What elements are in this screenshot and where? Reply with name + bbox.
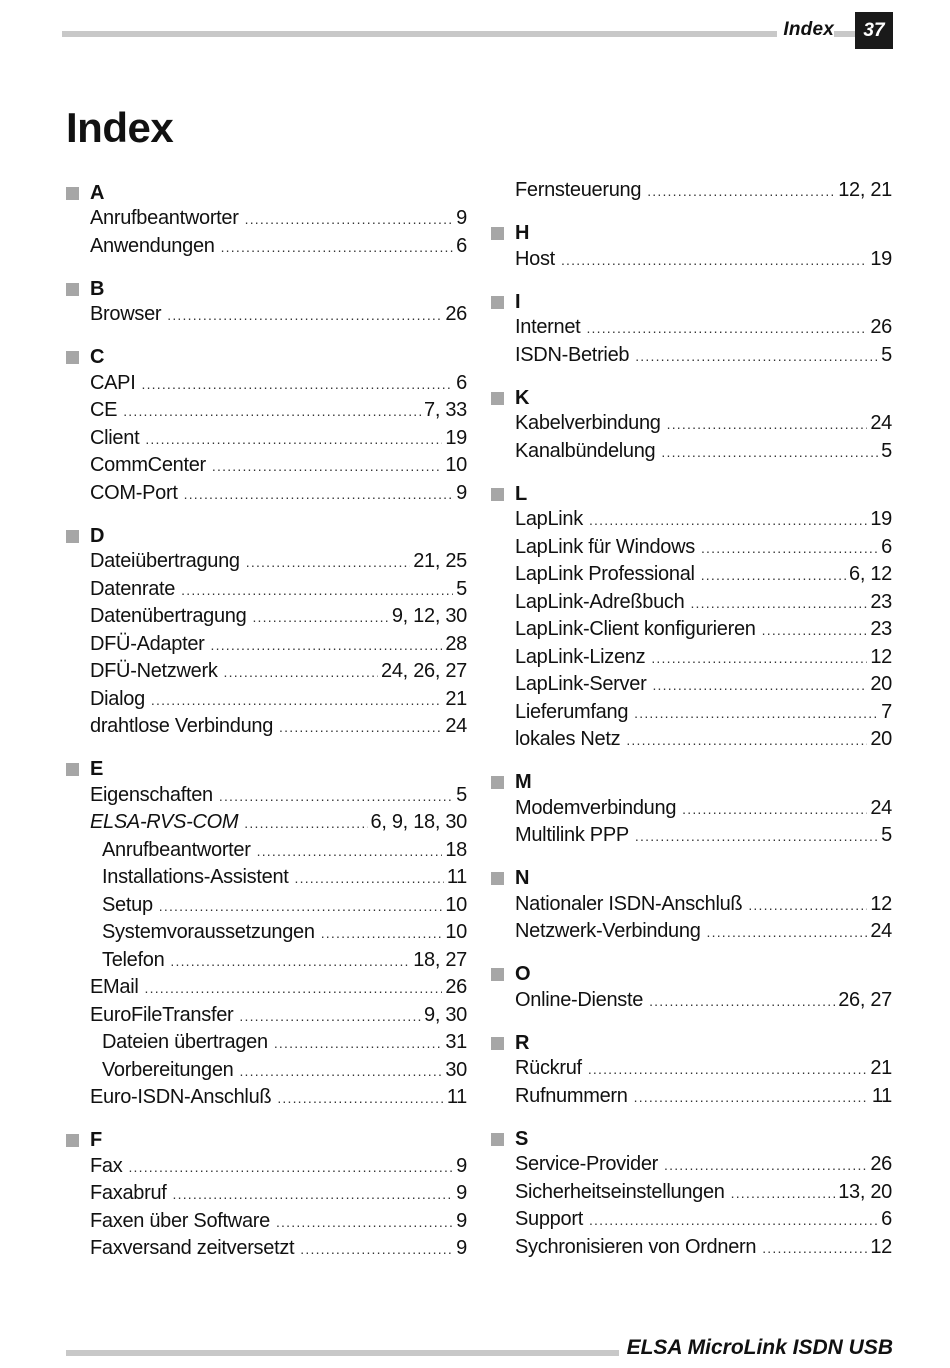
dot-leader: [652, 677, 867, 693]
entry-page-numbers: 7, 33: [424, 399, 467, 421]
entry-page-numbers: 19: [870, 508, 892, 530]
section-heading: [66, 522, 467, 550]
index-subentry: [66, 1059, 467, 1087]
entry-term: Setup: [102, 893, 153, 916]
entry-term: Host: [515, 247, 555, 270]
entry-term: Systemvoraussetzungen: [102, 921, 315, 943]
section-heading: [491, 384, 892, 412]
entry-term: Service-Provider: [515, 1153, 659, 1175]
dot-leader: [257, 843, 443, 859]
entry-term: Anwendungen: [90, 234, 215, 257]
entry-page-numbers: 24, 26, 27: [381, 660, 467, 682]
index-entry: [66, 784, 467, 812]
dot-leader: [274, 1035, 443, 1051]
section-heading: [491, 480, 892, 508]
footer-rule: [66, 1350, 666, 1356]
dot-leader: [221, 239, 454, 255]
square-bullet-icon: [491, 296, 504, 309]
index-entry: [491, 824, 892, 852]
entry-term: LapLink Professional: [515, 563, 695, 585]
index-section: [491, 179, 892, 207]
entry-page-numbers: 6: [881, 535, 892, 558]
dot-leader: [635, 828, 878, 844]
entry-page-numbers: 21: [445, 687, 467, 710]
dot-leader: [145, 980, 443, 996]
entry-page-numbers: 21: [870, 1057, 892, 1079]
entry-page-numbers: 5: [881, 439, 892, 462]
entry-term: Online-Dienste: [515, 988, 644, 1011]
index-entry: [491, 536, 892, 564]
section-letter: E: [90, 758, 104, 780]
index-entry: [66, 1210, 467, 1238]
dot-leader: [647, 183, 835, 199]
entry-term: CE: [90, 399, 118, 421]
entry-page-numbers: 6: [456, 371, 467, 394]
entry-term: Dateiübertragung: [90, 550, 240, 572]
index-entry: [66, 372, 467, 400]
index-section: [491, 480, 892, 756]
entry-term: Lieferumfang: [515, 700, 629, 723]
entry-page-numbers: 24: [870, 920, 892, 942]
entry-page-numbers: 9: [456, 1237, 467, 1259]
entry-term: Datenübertragung: [90, 605, 247, 627]
entry-page-numbers: 6, 9, 18, 30: [370, 811, 467, 833]
section-letter: F: [90, 1129, 103, 1151]
index-entry: [491, 344, 892, 372]
entry-page-numbers: 11: [446, 866, 467, 888]
index-section: [66, 275, 467, 331]
entry-term: Anrufbeantworter: [102, 838, 251, 861]
entry-page-numbers: 10: [445, 893, 467, 916]
dot-leader: [239, 1063, 442, 1079]
dot-leader: [748, 897, 867, 913]
entry-page-numbers: 5: [881, 343, 892, 366]
dot-leader: [701, 540, 878, 556]
index-subentry: [66, 866, 467, 894]
dot-leader: [635, 348, 878, 364]
index-entry: [66, 578, 467, 606]
dot-leader: [159, 898, 443, 914]
index-entry: [66, 605, 467, 633]
square-bullet-icon: [491, 1037, 504, 1050]
index-entry: [491, 1236, 892, 1264]
index-entry: [491, 893, 892, 921]
dot-leader: [295, 870, 444, 886]
index-entry: [491, 1057, 892, 1085]
square-bullet-icon: [491, 227, 504, 240]
index-entry: [66, 633, 467, 661]
dot-leader: [141, 376, 453, 392]
entry-term: Dateien übertragen: [102, 1031, 268, 1053]
index-entry: [66, 454, 467, 482]
dot-leader: [682, 801, 867, 817]
entry-page-numbers: 26: [870, 316, 892, 338]
entry-term: DFÜ-Netzwerk: [90, 660, 218, 682]
dot-leader: [661, 444, 878, 460]
header-rule: [62, 31, 857, 37]
dot-leader: [239, 1008, 421, 1024]
entry-page-numbers: 9: [456, 1182, 467, 1204]
index-entry: [491, 1181, 892, 1209]
section-heading: [491, 769, 892, 797]
section-letter: R: [515, 1031, 530, 1054]
dot-leader: [219, 788, 453, 804]
index-section: [491, 1125, 892, 1263]
footer-product-name: ELSA MicroLink ISDN USB: [619, 1336, 893, 1360]
dot-leader: [123, 403, 421, 419]
entry-term: LapLink-Lizenz: [515, 645, 646, 668]
dot-leader: [245, 211, 454, 227]
dot-leader: [244, 815, 367, 831]
entry-term: ELSA-RVS-COM: [90, 811, 239, 833]
entry-term: CommCenter: [90, 454, 206, 476]
entry-term: Nationaler ISDN-Anschluß: [515, 892, 743, 915]
dot-leader: [151, 692, 442, 708]
index-entry: [491, 920, 892, 948]
index-entry: [66, 976, 467, 1004]
index-entry: [491, 316, 892, 344]
index-section: [491, 865, 892, 948]
index-entry: [66, 303, 467, 331]
index-entry: [491, 618, 892, 646]
section-heading: [66, 179, 467, 207]
entry-page-numbers: 11: [446, 1086, 467, 1108]
entry-page-numbers: 26: [445, 976, 467, 998]
dot-leader: [589, 1212, 878, 1228]
dot-leader: [731, 1185, 836, 1201]
section-heading: [66, 756, 467, 784]
entry-page-numbers: 6: [881, 1208, 892, 1230]
entry-term: Vorbereitungen: [102, 1058, 234, 1081]
entry-term: Browser: [90, 303, 162, 325]
dot-leader: [626, 732, 867, 748]
index-section: [491, 288, 892, 371]
index-section: [66, 1127, 467, 1265]
entry-term: Rufnummern: [515, 1084, 628, 1107]
entry-page-numbers: 9, 30: [424, 1003, 467, 1026]
index-entry: [66, 1237, 467, 1265]
index-entry: [491, 1208, 892, 1236]
index-entry: [66, 660, 467, 688]
index-column-right: [491, 179, 892, 1276]
index-entry: [491, 412, 892, 440]
dot-leader: [246, 554, 410, 570]
dot-leader: [762, 1240, 867, 1256]
index-section: [66, 179, 467, 262]
entry-page-numbers: 12: [870, 1235, 892, 1258]
index-entry: [491, 728, 892, 756]
entry-page-numbers: 19: [870, 247, 892, 270]
entry-term: LapLink für Windows: [515, 535, 695, 558]
entry-term: Fernsteuerung: [515, 179, 642, 201]
dot-leader: [277, 1090, 444, 1106]
dot-leader: [181, 582, 453, 598]
dot-leader: [561, 252, 867, 268]
entry-page-numbers: 24: [870, 412, 892, 434]
square-bullet-icon: [491, 776, 504, 789]
index-entry: [491, 1085, 892, 1113]
entry-term: lokales Netz: [515, 728, 621, 750]
entry-page-numbers: 26: [445, 303, 467, 325]
index-column-left: [66, 179, 467, 1278]
index-subentry: [66, 921, 467, 949]
entry-term: Faxabruf: [90, 1182, 167, 1204]
entry-term: LapLink-Adreßbuch: [515, 590, 685, 613]
entry-term: Sicherheitseinstellungen: [515, 1180, 725, 1203]
section-letter: B: [90, 277, 105, 300]
index-entry: [491, 701, 892, 729]
dot-leader: [300, 1241, 453, 1257]
dot-leader: [224, 664, 379, 680]
entry-term: Support: [515, 1208, 583, 1230]
index-entry: [66, 1182, 467, 1210]
section-heading: [491, 220, 892, 248]
entry-page-numbers: 21, 25: [413, 550, 467, 572]
index-entry: [66, 715, 467, 743]
entry-page-numbers: 28: [445, 632, 467, 655]
entry-term: Modemverbindung: [515, 796, 677, 819]
square-bullet-icon: [66, 351, 79, 364]
index-entry: [66, 1155, 467, 1183]
entry-term: Multilink PPP: [515, 824, 629, 846]
index-entry: [491, 440, 892, 468]
section-letter: M: [515, 771, 532, 793]
entry-page-numbers: 23: [870, 590, 892, 613]
index-entry: [66, 482, 467, 510]
index-entry: [66, 399, 467, 427]
dot-leader: [649, 993, 835, 1009]
section-letter: C: [90, 346, 105, 368]
index-entry: [491, 508, 892, 536]
dot-leader: [762, 622, 868, 638]
entry-page-numbers: 9: [456, 207, 467, 229]
index-entry: [491, 248, 892, 276]
entry-term: COM-Port: [90, 481, 178, 504]
index-section: [66, 522, 467, 743]
entry-page-numbers: 10: [445, 921, 467, 943]
entry-page-numbers: 20: [870, 673, 892, 695]
section-heading: [66, 344, 467, 372]
section-letter: N: [515, 867, 530, 889]
dot-leader: [184, 486, 454, 502]
index-entry: [66, 207, 467, 235]
square-bullet-icon: [491, 1133, 504, 1146]
dot-leader: [588, 1061, 868, 1077]
section-heading: [491, 288, 892, 316]
index-section: [491, 220, 892, 276]
index-section: [491, 1029, 892, 1112]
index-entry: [66, 811, 467, 839]
entry-term: ISDN-Betrieb: [515, 343, 630, 366]
index-entry: [66, 550, 467, 578]
square-bullet-icon: [66, 1134, 79, 1147]
section-letter: A: [90, 181, 105, 204]
dot-leader: [634, 705, 878, 721]
section-heading: [491, 1125, 892, 1153]
index-entry: [491, 563, 892, 591]
dot-leader: [667, 416, 868, 432]
page-title: Index: [66, 104, 174, 151]
entry-page-numbers: 23: [870, 618, 892, 640]
dot-leader: [128, 1159, 453, 1175]
dot-leader: [211, 637, 443, 653]
entry-term: DFÜ-Adapter: [90, 632, 205, 655]
entry-term: Anrufbeantworter: [90, 207, 239, 229]
entry-page-numbers: 19: [445, 426, 467, 449]
entry-term: Internet: [515, 316, 581, 338]
index-section: [66, 344, 467, 510]
dot-leader: [279, 719, 442, 735]
entry-page-numbers: 12: [870, 892, 892, 915]
section-letter: I: [515, 290, 521, 313]
dot-leader: [252, 609, 388, 625]
entry-page-numbers: 5: [881, 824, 892, 846]
index-subentry: [66, 894, 467, 922]
index-subentry: [66, 1031, 467, 1059]
entry-term: LapLink-Client konfigurieren: [515, 618, 756, 640]
dot-leader: [170, 953, 410, 969]
entry-page-numbers: 5: [456, 783, 467, 806]
dot-leader: [276, 1214, 453, 1230]
entry-page-numbers: 18, 27: [413, 948, 467, 971]
entry-page-numbers: 30: [445, 1058, 467, 1081]
index-section: [66, 756, 467, 1114]
entry-page-numbers: 31: [445, 1031, 467, 1053]
index-entry: [491, 1153, 892, 1181]
entry-page-numbers: 7: [881, 700, 892, 723]
entry-page-numbers: 24: [445, 715, 467, 737]
index-section: [491, 961, 892, 1017]
entry-page-numbers: 9: [456, 1154, 467, 1177]
entry-page-numbers: 26, 27: [838, 988, 892, 1011]
entry-page-numbers: 26: [870, 1153, 892, 1175]
entry-page-numbers: 6: [456, 234, 467, 257]
entry-term: Eigenschaften: [90, 783, 213, 806]
entry-term: Client: [90, 426, 140, 449]
section-heading: [66, 1127, 467, 1155]
entry-term: Netzwerk-Verbindung: [515, 920, 701, 942]
index-subentry: [66, 949, 467, 977]
index-section: [491, 384, 892, 467]
entry-term: Sychronisieren von Ordnern: [515, 1235, 757, 1258]
entry-term: Kanalbündelung: [515, 439, 656, 462]
index-entry: [66, 235, 467, 263]
index-entry: [66, 1004, 467, 1032]
entry-term: Faxen über Software: [90, 1209, 270, 1232]
entry-term: LapLink-Server: [515, 673, 647, 695]
dot-leader: [690, 595, 867, 611]
entry-page-numbers: 9: [456, 481, 467, 504]
section-heading: [491, 865, 892, 893]
index-entry: [66, 427, 467, 455]
entry-page-numbers: 9, 12, 30: [391, 605, 467, 627]
square-bullet-icon: [491, 392, 504, 405]
dot-leader: [321, 925, 443, 941]
index-entry: [66, 1086, 467, 1114]
entry-term: Telefon: [102, 948, 165, 971]
dot-leader: [651, 650, 867, 666]
entry-term: Rückruf: [515, 1057, 582, 1079]
square-bullet-icon: [491, 968, 504, 981]
entry-term: Euro-ISDN-Anschluß: [90, 1086, 272, 1108]
section-heading: [66, 275, 467, 303]
entry-term: Installations-Assistent: [102, 866, 289, 888]
square-bullet-icon: [491, 488, 504, 501]
section-letter: O: [515, 963, 531, 985]
section-heading: [491, 1029, 892, 1057]
dot-leader: [701, 567, 846, 583]
dot-leader: [145, 431, 442, 447]
entry-page-numbers: 13, 20: [838, 1180, 892, 1203]
entry-page-numbers: 11: [871, 1084, 892, 1107]
dot-leader: [167, 307, 442, 323]
index-entry: [491, 646, 892, 674]
entry-page-numbers: 10: [445, 454, 467, 476]
entry-page-numbers: 6, 12: [849, 563, 892, 585]
square-bullet-icon: [66, 530, 79, 543]
dot-leader: [173, 1186, 454, 1202]
entry-page-numbers: 12, 21: [838, 179, 892, 201]
entry-term: CAPI: [90, 371, 136, 394]
entry-page-numbers: 9: [456, 1209, 467, 1232]
dot-leader: [589, 512, 867, 528]
index-entry: [491, 989, 892, 1017]
section-letter: H: [515, 222, 530, 244]
section-letter: S: [515, 1127, 529, 1150]
square-bullet-icon: [66, 763, 79, 776]
entry-term: Dialog: [90, 687, 145, 710]
section-letter: K: [515, 386, 530, 409]
entry-term: LapLink: [515, 508, 583, 530]
index-entry: [66, 688, 467, 716]
header-section-label: Index: [777, 19, 834, 41]
section-letter: D: [90, 524, 105, 547]
index-entry: [491, 591, 892, 619]
dot-leader: [586, 320, 867, 336]
entry-term: EMail: [90, 976, 139, 998]
square-bullet-icon: [66, 187, 79, 200]
entry-page-numbers: 20: [870, 728, 892, 750]
page-number-badge: 37: [855, 12, 893, 49]
entry-page-numbers: 18: [445, 838, 467, 861]
section-letter: L: [515, 482, 528, 505]
entry-term: drahtlose Verbindung: [90, 715, 274, 737]
entry-page-numbers: 12: [870, 645, 892, 668]
index-entry: [491, 179, 892, 207]
index-entry: [491, 673, 892, 701]
entry-term: Datenrate: [90, 577, 176, 600]
entry-term: Fax: [90, 1154, 123, 1177]
entry-term: Faxversand zeitversetzt: [90, 1237, 295, 1259]
entry-page-numbers: 5: [456, 577, 467, 600]
index-section: [491, 769, 892, 852]
section-heading: [491, 961, 892, 989]
entry-page-numbers: 24: [870, 796, 892, 819]
dot-leader: [707, 924, 868, 940]
square-bullet-icon: [66, 283, 79, 296]
dot-leader: [212, 458, 442, 474]
index-subentry: [66, 839, 467, 867]
entry-term: Kabelverbindung: [515, 412, 661, 434]
index-entry: [491, 797, 892, 825]
square-bullet-icon: [491, 872, 504, 885]
dot-leader: [664, 1157, 867, 1173]
dot-leader: [634, 1089, 869, 1105]
entry-term: EuroFileTransfer: [90, 1003, 234, 1026]
